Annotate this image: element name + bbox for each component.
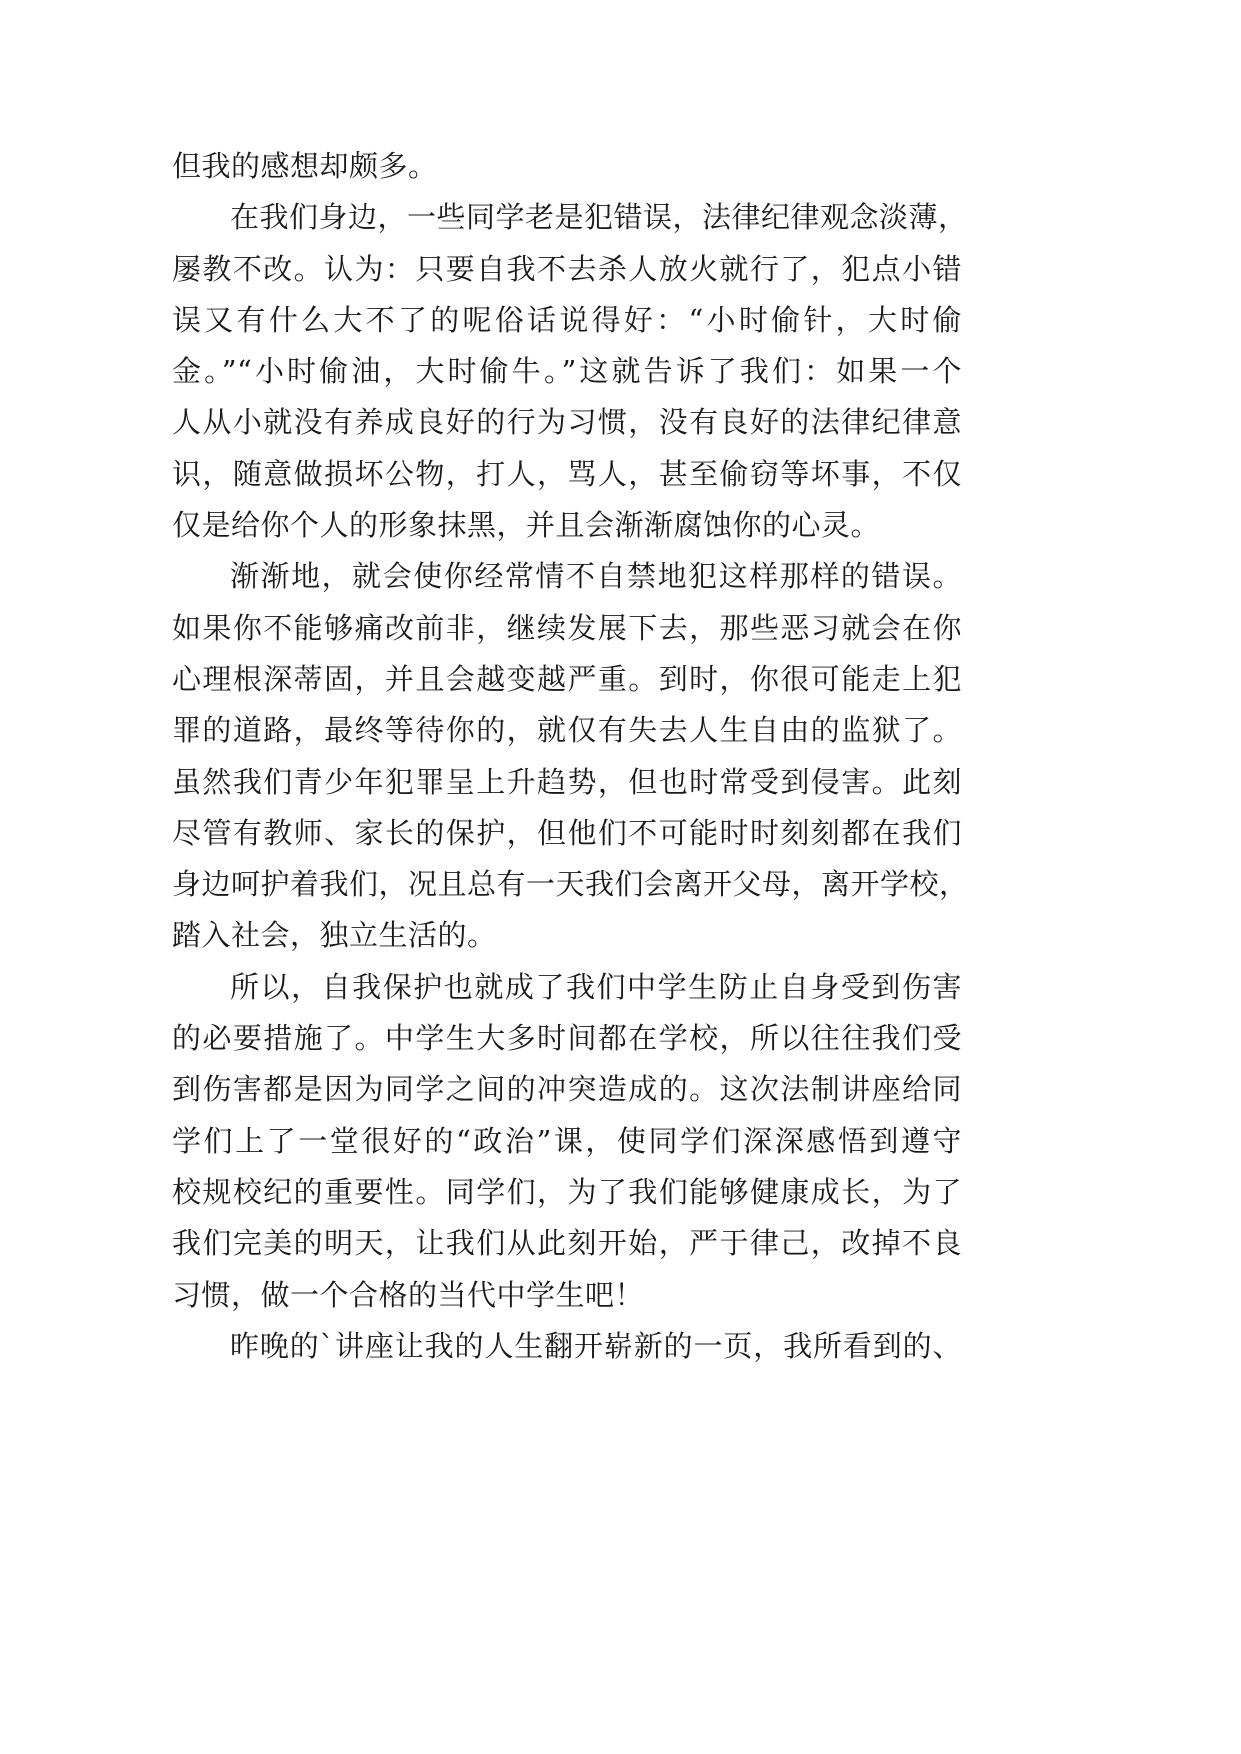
text-line: 学们上了一堂很好的“政治”课，使同学们深深感悟到遵守 (172, 1123, 962, 1158)
text-line: 屡教不改。认为：只要自我不去杀人放火就行了，犯点小错 (172, 251, 962, 286)
text-line: 虽然我们青少年犯罪呈上升趋势，但也时常受到侵害。此刻 (172, 764, 962, 799)
text-line: 习惯，做一个合格的当代中学生吧！ (172, 1277, 645, 1312)
text-line: 我们完美的明天，让我们从此刻开始，严于律己，改掉不良 (172, 1226, 962, 1261)
text-line: 到伤害都是因为同学之间的冲突造成的。这次法制讲座给同 (172, 1072, 962, 1107)
text-line: 如果你不能够痛改前非，继续发展下去，那些恶习就会在你 (172, 610, 962, 645)
text-line: 误又有什么大不了的呢俗话说得好：“小时偷针，大时偷 (172, 302, 962, 337)
text-line: 但我的感想却颇多。 (172, 149, 438, 183)
paragraph-first-line: 渐渐地，就会使你经常情不自禁地犯这样那样的错误。 (230, 559, 962, 594)
text-line: 识，随意做损坏公物，打人，骂人，甚至偷窃等坏事，不仅 (172, 456, 962, 491)
text-line: 金。”“小时偷油，大时偷牛。”这就告诉了我们：如果一个 (172, 354, 962, 389)
text-line: 罪的道路，最终等待你的，就仅有失去人生自由的监狱了。 (172, 713, 962, 748)
text-line: 校规校纪的重要性。同学们，为了我们能够健康成长，为了 (172, 1174, 962, 1209)
text-line: 的必要措施了。中学生大多时间都在学校，所以往往我们受 (172, 1021, 962, 1056)
paragraph-first-line: 在我们身边，一些同学老是犯错误，法律纪律观念淡薄， (230, 200, 968, 235)
paragraph-first-line: 昨晚的`讲座让我的人生翻开崭新的一页，我所看到的、 (230, 1328, 962, 1363)
text-line: 人从小就没有养成良好的行为习惯，没有良好的法律纪律意 (172, 405, 962, 440)
text-line: 尽管有教师、家长的保护，但他们不可能时时刻刻都在我们 (172, 815, 962, 850)
text-line: 踏入社会，独立生活的。 (172, 918, 497, 953)
body-text (172, 141, 969, 1372)
text-line: 心理根深蒂固，并且会越变越严重。到时，你很可能走上犯 (172, 661, 962, 696)
text-line: 仅是给你个人的形象抹黑，并且会渐渐腐蚀你的心灵。 (172, 508, 881, 543)
paragraph-first-line: 所以，自我保护也就成了我们中学生防止自身受到伤害 (230, 969, 962, 1004)
text-line: 身边呵护着我们，况且总有一天我们会离开父母，离开学校， (172, 867, 969, 902)
